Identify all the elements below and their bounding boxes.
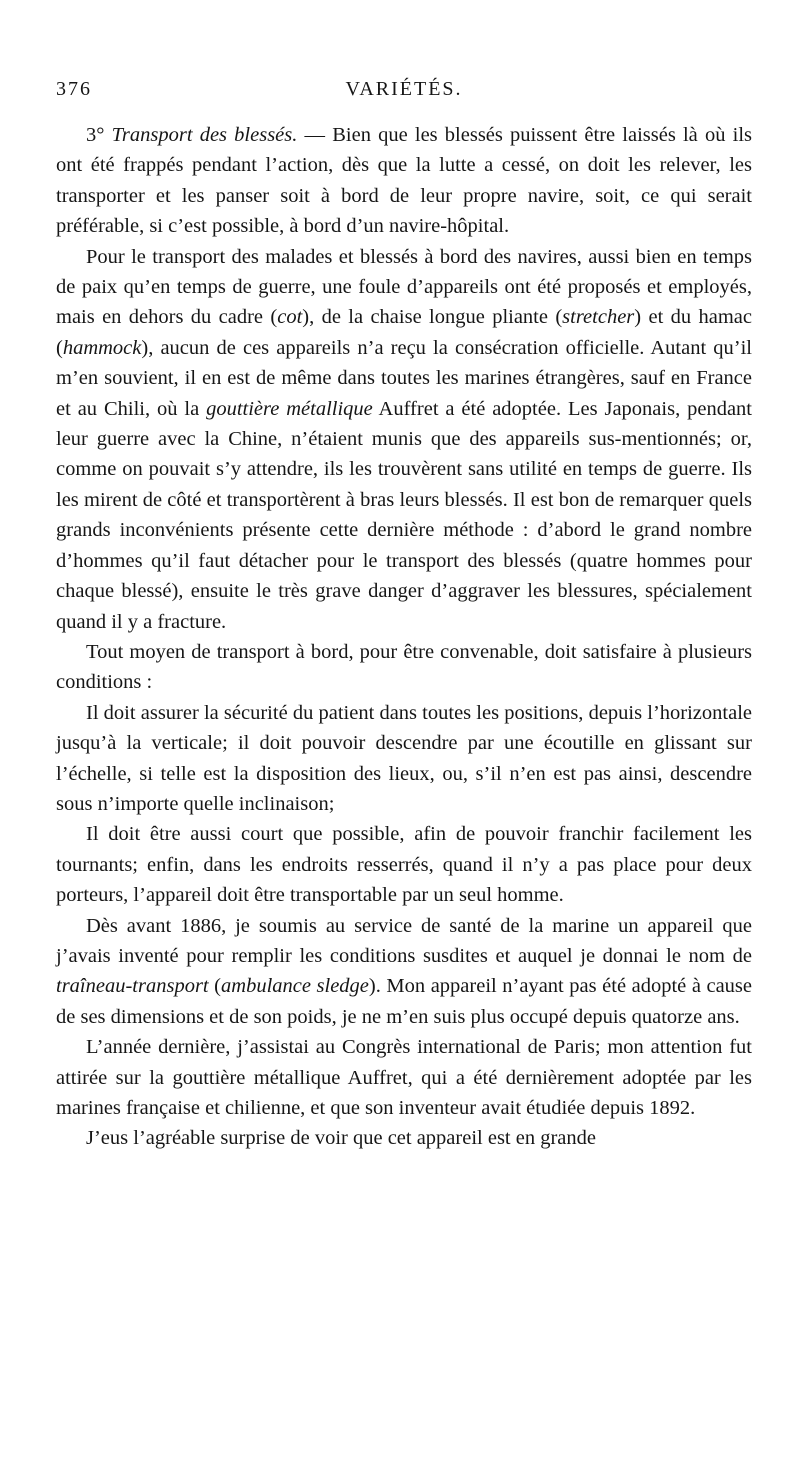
italic-term: traîneau-transport: [56, 975, 209, 998]
paragraph-text: ), aucun de ces appareils n’a reçu la consécration officielle. Autant qu’il m’en souvient, il en est de même dans toutes les marines étrangères, sauf en France et au Chili, où la: [56, 336, 752, 420]
italic-term: gouttière métallique: [206, 397, 373, 420]
paragraph-congres: L’année dernière, j’assistai au Congrès international de Paris; mon attention fut attirée sur la gouttière métallique Auffret, qui a été dernièrement adoptée par les marines française et chilienne, et que son inventeur avait étudiée depuis 1892.: [56, 1036, 752, 1119]
paragraph-text: 3°: [86, 124, 112, 146]
italic-term: stretcher: [562, 306, 635, 329]
paragraph-text: — Bien que les blessés puissent être laissés là où ils ont été frappés pendant l’action, dès que la lutte a cessé, on doit les relever, les transporter et les panser soit à bord de leur propre navire, soit, ce qui serait préférable, si c’est possible, à bord d’un navire-hôpital.: [56, 124, 752, 238]
paragraph-securite: Il doit assurer la sécurité du patient dans toutes les positions, depuis l’horizontale jusqu’à la verticale; il doit pouvoir descendre par une écoutille en glissant sur l’échelle, si telle est la disposition des lieux, ou, s’il n’en est pas ainsi, descendre sous n’importe quelle inclinaison;: [56, 701, 752, 815]
paragraph-text: ) et du hamac (: [56, 306, 752, 359]
paragraph-traineau: [56, 911, 752, 1033]
body-text: [56, 120, 752, 1154]
paragraph-text: Auffret a été adoptée. Les Japonais, pendant leur guerre avec la Chine, n’étaient munis que des appareils sus-mentionnés; or, comme on pouvait s’y attendre, ils les trouvèrent sans utilité en temps de guerre. Ils les mirent de côté et transportèrent à bras leurs blessés. Il est bon de remarquer quels grands inconvénients présente cette dernière méthode : d’abord le grand nombre d’hommes qu’il faut détacher pour le transport des blessés (quatre hommes pour chaque blessé), ensuite le très grave danger d’aggraver les blessures, spécialement quand il y a fracture.: [56, 397, 752, 633]
running-title: VARIÉTÉS.: [345, 78, 463, 100]
paragraph-text: Dès avant 1886, je soumis au service de santé de la marine un appareil que j’avais inventé pour remplir les conditions susdites et auquel je donnai le nom de: [56, 914, 752, 967]
paragraph-appareils: [56, 242, 752, 637]
paragraph-text: ). Mon appareil n’ayant pas été adopté à cause de ses dimensions et de son poids, je ne m’en suis plus occupé depuis quatorze ans.: [56, 975, 753, 1028]
page-number: 376: [56, 78, 92, 100]
paragraph-transport-des-blesses: [56, 120, 752, 242]
section-heading-italic: Transport des blessés.: [111, 124, 298, 146]
paragraph-text: ), de la chaise longue pliante (: [302, 306, 563, 329]
paragraph-surprise: J’eus l’agréable surprise de voir que cet appareil est en grande: [86, 1127, 596, 1150]
paragraph-text: Pour le transport des malades et blessés à bord des navires, aussi bien en temps de paix qu’en temps de guerre, une foule d’appareils ont été proposés et employés, mais en dehors du cadre (: [56, 245, 752, 329]
document-page: [56, 72, 752, 1154]
page-header: [56, 72, 752, 106]
paragraph-text: (: [208, 975, 222, 998]
italic-term: cot: [277, 306, 303, 329]
paragraph-conditions: Tout moyen de transport à bord, pour être convenable, doit satisfaire à plusieurs conditions :: [56, 640, 752, 694]
paragraph-court: Il doit être aussi court que possible, afin de pouvoir franchir facilement les tournants; enfin, dans les endroits resserrés, quand il n’y a pas place pour deux porteurs, l’appareil doit être transportable par un seul homme.: [56, 823, 752, 907]
italic-term: hammock: [62, 336, 142, 359]
italic-term: ambulance sledge: [221, 975, 369, 998]
